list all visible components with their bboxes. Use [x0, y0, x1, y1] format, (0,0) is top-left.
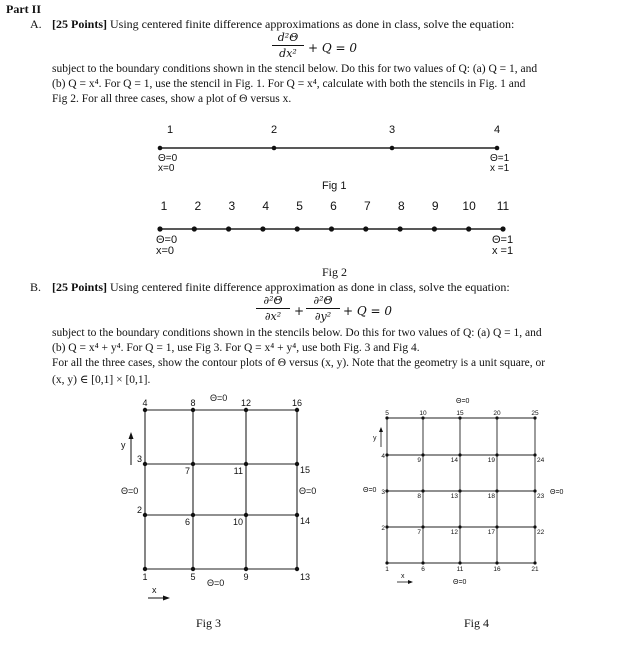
fig4-node-label-24: 24	[537, 457, 545, 464]
fig3-node-4	[143, 408, 147, 412]
section-a-points: [25 Points]	[52, 17, 107, 31]
fig4-node-11	[458, 561, 461, 564]
fig4-node-label-8: 8	[417, 493, 421, 500]
fig1-right-theta: Θ=1	[490, 153, 510, 164]
section-b-line-3: For all the three cases, show the contour plots of Θ versus (x, y). Note that the geometry is a unit square, or	[52, 357, 546, 369]
fig1-node-3	[390, 146, 395, 151]
fig3-left-label: Θ=0	[121, 486, 139, 496]
fig1-stencil	[158, 124, 510, 174]
fig1-right-x: x =1	[490, 163, 510, 174]
fig1-label-4: 4	[493, 124, 501, 136]
fig3-node-label-11: 11	[233, 466, 243, 476]
fig2-right-theta: Θ=1	[492, 234, 514, 246]
fig2-stencil	[156, 199, 513, 257]
fig2-left-theta: Θ=0	[156, 234, 178, 246]
fig4-x-axis-label: x	[401, 573, 405, 580]
fig2-label-10: 10	[462, 199, 476, 213]
fig4-node-label-21: 21	[531, 566, 539, 573]
fig4-node-label-16: 16	[493, 566, 501, 573]
fig4-y-arrow-head	[379, 427, 383, 432]
fig4-node-label-15: 15	[456, 410, 464, 417]
fig3-x-axis-label: x	[152, 585, 157, 595]
fig4-top-label: Θ=0	[456, 398, 470, 405]
fig4-node-label-14: 14	[450, 457, 458, 464]
fig4-caption: Fig 4	[464, 616, 490, 630]
section-b-intro: Using centered finite difference approximation as done in class, solve the equation:	[110, 280, 510, 294]
fig2-node-8	[398, 226, 403, 231]
fig2-node-9	[432, 226, 437, 231]
fig4-node-3	[385, 489, 388, 492]
fig4-node-label-17: 17	[487, 529, 495, 536]
fig4-node-label-9: 9	[417, 457, 421, 464]
fig4-node-label-2: 2	[381, 525, 385, 532]
section-a-eq-numerator: d²Θ	[277, 31, 299, 44]
fig3-node-label-9: 9	[243, 572, 249, 582]
section-b-letter: B.	[30, 280, 42, 294]
fig4-y-axis-label: y	[373, 435, 377, 442]
section-a-letter: A.	[30, 17, 42, 31]
section-b-points: [25 Points]	[52, 280, 107, 294]
fig4-node-label-5: 5	[385, 410, 389, 417]
fig2-label-9: 9	[431, 199, 439, 213]
fig4-node-1	[385, 561, 388, 564]
section-a-line-3: Fig 2. For all three cases, show a plot of Θ versus x.	[52, 93, 292, 105]
fig4-node-label-11: 11	[456, 566, 464, 573]
fig2-label-3: 3	[228, 199, 236, 213]
fig1-left-theta: Θ=0	[158, 153, 178, 164]
fig3-node-label-16: 16	[291, 398, 303, 408]
section-a-eq-denominator: dx²	[279, 47, 297, 60]
fig3-node-11	[244, 462, 248, 466]
fig3-node-1	[143, 567, 147, 571]
fig3-node-label-4: 4	[142, 398, 148, 408]
fig4-node-label-23: 23	[537, 493, 545, 500]
section-b-term2-denominator: ∂y²	[314, 310, 332, 323]
fig4-node-label-12: 12	[450, 529, 458, 536]
fig3-node-label-14: 14	[300, 516, 311, 526]
fig2-label-1: 1	[160, 199, 168, 213]
fig4-node-label-20: 20	[493, 410, 501, 417]
fig4-node-label-13: 13	[450, 493, 458, 500]
fig2-node-7	[363, 226, 368, 231]
fig1-label-3: 3	[388, 124, 396, 136]
section-b-term2-numerator: ∂²Θ	[313, 294, 333, 307]
fig1-caption: Fig 1	[322, 180, 347, 192]
fig3-node-7	[191, 462, 195, 466]
fig3-node-label-2: 2	[136, 505, 142, 515]
fig2-node-1	[157, 226, 162, 231]
fig2-node-11	[500, 226, 505, 231]
fig3-node-6	[191, 513, 195, 517]
section-b-term1-fraction	[256, 294, 290, 323]
fig3-node-label-12: 12	[240, 398, 252, 408]
fig4-node-17	[495, 525, 498, 528]
fig4-node-18	[495, 489, 498, 492]
fig3-node-label-6: 6	[184, 517, 190, 527]
section-b-line-1: subject to the boundary conditions shown in the stencils below. Do this for two values of Q: (a) Q = 1, and	[52, 327, 542, 339]
fig2-label-6: 6	[330, 199, 337, 213]
fig3-node-14	[295, 513, 299, 517]
fig4-node-7	[421, 525, 424, 528]
section-b-term1-denominator: ∂x²	[264, 310, 282, 323]
fig4-node-label-25: 25	[531, 410, 539, 417]
fig4-node-label-10: 10	[419, 410, 427, 417]
fig3-node-8	[191, 408, 195, 412]
fig3-y-arrow-head	[129, 432, 134, 439]
fig4-node-label-3: 3	[381, 489, 385, 496]
fig3-node-label-1: 1	[142, 572, 148, 582]
fig3-node-5	[191, 567, 195, 571]
fig2-label-7: 7	[364, 199, 371, 213]
section-b-term1-numerator: ∂²Θ	[263, 294, 283, 307]
fig4-node-21	[533, 561, 536, 564]
fig1-label-2: 2	[270, 124, 278, 136]
fig2-node-3	[226, 226, 231, 231]
fig3-stencil	[121, 393, 316, 601]
fig2-left-x: x=0	[156, 245, 175, 257]
fig3-node-label-7: 7	[184, 466, 190, 476]
section-b-eq-rest: + Q = 0	[343, 304, 393, 318]
fig3-node-2	[143, 513, 147, 517]
fig3-node-15	[295, 462, 299, 466]
fig3-node-10	[244, 513, 248, 517]
fig1-node-1	[158, 146, 163, 151]
fig3-node-label-15: 15	[300, 465, 311, 475]
fig3-node-13	[295, 567, 299, 571]
fig3-node-label-10: 10	[232, 517, 243, 527]
fig3-caption: Fig 3	[196, 616, 222, 630]
section-b-plus: +	[294, 304, 305, 318]
fig3-node-label-13: 13	[300, 572, 311, 582]
fig4-left-label: Θ=0	[363, 487, 377, 494]
section-a-intro: Using centered finite difference approximations as done in class, solve the equation:	[110, 17, 515, 31]
fig4-node-13	[458, 489, 461, 492]
section-b-line-4: (x, y) ∈ [0,1] × [0,1].	[52, 374, 151, 386]
fig2-label-11: 11	[496, 199, 510, 213]
fig3-node-9	[244, 567, 248, 571]
fig2-node-6	[329, 226, 334, 231]
fig2-caption: Fig 2	[322, 265, 348, 279]
fig4-node-label-7: 7	[417, 529, 421, 536]
fig4-node-label-18: 18	[487, 493, 495, 500]
fig1-label-1: 1	[166, 124, 174, 136]
fig4-right-label: Θ=0	[550, 489, 564, 496]
fig2-right-x: x =1	[492, 245, 514, 257]
fig2-node-5	[295, 226, 300, 231]
fig4-node-label-6: 6	[421, 566, 425, 573]
fig3-node-label-3: 3	[136, 454, 142, 464]
section-b-line-2: (b) Q = x⁴ + y⁴. For Q = 1, use Fig 3. For Q = x⁴ + y⁴, use both Fig. 3 and Fig 4.	[52, 342, 420, 354]
fig3-right-label: Θ=0	[299, 486, 317, 496]
fig3-node-12	[244, 408, 248, 412]
fig3-node-label-8: 8	[190, 398, 196, 408]
fig3-node-16	[295, 408, 299, 412]
fig4-x-arrow-head	[408, 580, 413, 584]
fig3-bottom-label: Θ=0	[207, 578, 225, 588]
fig4-node-4	[385, 453, 388, 456]
fig2-node-4	[260, 226, 265, 231]
fig4-node-16	[495, 561, 498, 564]
fig4-node-9	[421, 453, 424, 456]
fig1-node-4	[495, 146, 500, 151]
fig4-node-label-19: 19	[487, 457, 495, 464]
fig2-label-4: 4	[262, 199, 270, 213]
fig4-node-2	[385, 525, 388, 528]
fig2-label-5: 5	[296, 199, 303, 213]
fig4-stencil	[363, 398, 564, 586]
fig4-node-12	[458, 525, 461, 528]
section-b-header	[52, 280, 510, 295]
fig4-node-label-4: 4	[381, 453, 385, 460]
section-b-term2-fraction	[306, 294, 340, 323]
section-a-eq-rest: + Q = 0	[308, 41, 358, 55]
fig3-node-label-5: 5	[190, 572, 196, 582]
fig4-node-14	[458, 453, 461, 456]
fig1-left-x: x=0	[158, 163, 175, 174]
fig4-node-label-1: 1	[385, 566, 389, 573]
fig3-node-3	[143, 462, 147, 466]
fig4-node-8	[421, 489, 424, 492]
fig4-bottom-label: Θ=0	[453, 579, 467, 586]
part-title: Part II	[6, 2, 41, 16]
section-a-line-1: subject to the boundary conditions shown in the stencil below. Do this for two values of Q: (a) Q = 1, and	[52, 63, 538, 75]
fig3-y-axis-label: y	[121, 440, 126, 450]
fig4-node-6	[421, 561, 424, 564]
section-a-line-2: (b) Q = x⁴. For Q = 1, use the stencil in Fig. 1. For Q = x⁴, calculate with both the stencils in Fig. 1 and	[52, 78, 526, 90]
fig1-node-2	[272, 146, 277, 151]
fig4-node-19	[495, 453, 498, 456]
fig3-x-arrow-head	[163, 596, 170, 601]
fig2-node-10	[466, 226, 471, 231]
fig2-label-8: 8	[397, 199, 405, 213]
fig2-node-2	[192, 226, 197, 231]
fig4-node-label-22: 22	[537, 529, 545, 536]
fig2-label-2: 2	[194, 199, 202, 213]
fig3-top-label: Θ=0	[210, 393, 228, 403]
